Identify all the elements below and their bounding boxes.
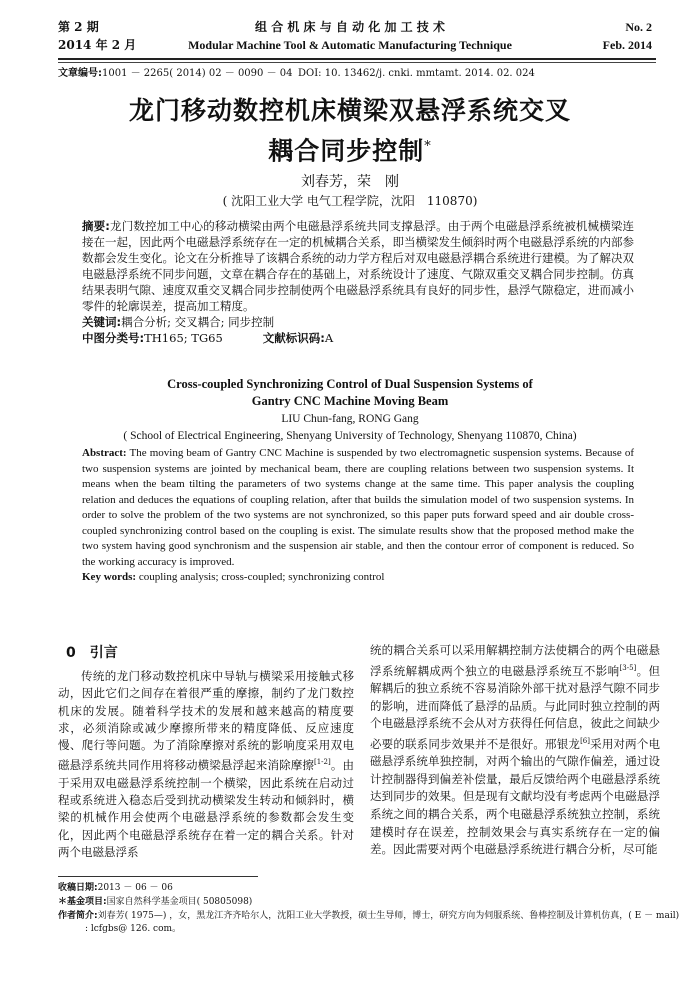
title-zh-line1: 龙门移动数控机床横梁双悬浮系统交叉: [128, 96, 571, 125]
keywords-en-label: Key words:: [82, 571, 137, 583]
title-en-line1: Cross-coupled Synchronizing Control of Dual Suspension Systems of: [167, 377, 533, 391]
issue-date-zh: 2014 年 2 月: [58, 38, 137, 52]
title-en-line2: Gantry CNC Machine Moving Beam: [251, 394, 449, 408]
keywords-en-text: coupling analysis; cross-coupled; synchronizing control: [138, 571, 385, 583]
article-number-value: 1001 － 2265( 2014) 02 － 0090 － 04: [102, 68, 293, 79]
abstract-en-block: [82, 446, 634, 586]
footnote-received: [58, 882, 658, 895]
running-header-left: [58, 18, 136, 54]
article-number: [58, 67, 292, 81]
issue-number-en: No. 2: [625, 20, 652, 34]
citation-ref: [3-5]: [619, 663, 637, 672]
journal-name-en: Modular Machine Tool & Automatic Manufacturing Technique: [188, 38, 512, 52]
section-title: 引言: [89, 645, 118, 661]
clc-label: 中图分类号:: [82, 331, 145, 345]
fund-value: 国家自然科学基金项目( 50805098): [106, 897, 253, 907]
body-right-text-a: 统的耦合关系可以采用解耦控制方法使耦合的两个电磁悬浮系统解耦成两个独立的电磁悬浮系统互不影响: [370, 643, 660, 678]
running-header-right: [603, 18, 652, 54]
header-rule-thick: [58, 58, 656, 60]
citation-ref: [1-2]: [314, 758, 331, 767]
body-column-left: [58, 668, 354, 861]
footnote-fund: [58, 896, 658, 909]
running-header-center: [150, 18, 550, 54]
authors-zh: 刘春芳，荣 刚: [301, 174, 399, 190]
doc-code-label: 文献标识码:: [262, 331, 325, 345]
title-zh-line2-text: 耦合同步控制: [268, 136, 425, 166]
keywords-zh-label: 关键词:: [82, 315, 122, 329]
doc-code-value: A: [324, 331, 334, 345]
issue-date-en: Feb. 2014: [602, 38, 652, 52]
body-column-right: [370, 642, 660, 859]
body-right-text-c: 采用对两个电磁悬浮系统单独控制，对两个输出的气隙作偏差，通过设计控制器得到偏差补偿量，最后反馈给两个电磁悬浮系统达到同步的效果。但是现有文献均没有考虑两个电磁悬浮系统之间的耦合关系，两个电磁悬浮系统独立控制，系统建模时存在误差，控制效果会与真实系统存在一定的偏差。因此需要对两个电磁悬浮系统进行耦合分析，尽可能: [370, 736, 661, 857]
bio-value: 刘春芳( 1975—) ，女，黑龙江齐齐哈尔人，沈阳工业大学教授，硕士生导师，博士，研究方向为伺服系统、鲁棒控制及计算机仿真，( E － mail) : lcfgbs@ 126. com。: [85, 911, 680, 934]
received-value: 2013 － 06 － 06: [97, 883, 173, 893]
issue-number-zh: 第 2 期: [58, 20, 99, 34]
fund-marker: *: [424, 139, 432, 154]
abstract-en-label: Abstract:: [82, 447, 127, 459]
header-rule-thin: [58, 62, 656, 63]
abstract-en: [82, 446, 634, 570]
body-left-text-a: 传统的龙门移动数控机床中导轨与横梁采用接触式移动，因此它们之间存在着很严重的摩擦，制约了龙门数控机床的发展。随着科学技术的发展和越来越高的精度要求，必须消除或减少摩擦所带来的精度降低、反应速度慢、爬行等问题。为了消除摩擦对系统的影响度采用双电磁悬浮系统共同作用将移动横梁悬浮起来消除摩擦: [58, 669, 354, 773]
fund-label: ＊基金项目:: [58, 897, 107, 907]
title-zh-line2: [60, 129, 640, 169]
doi: DOI: 10. 13462/j. cnki. mmtamt. 2014. 02. 024: [298, 68, 535, 79]
authors-en: LIU Chun-fang, RONG Gang: [281, 413, 419, 425]
keywords-zh-text: 耦合分析; 交叉耦合; 同步控制: [121, 315, 275, 329]
section-number: 0: [66, 645, 76, 661]
abstract-zh-block: [82, 218, 634, 346]
abstract-zh-text: 龙门数控加工中心的移动横梁由两个电磁悬浮系统共同支撑悬浮。由于两个电磁悬浮系统被机械横梁连接在一起，因此两个电磁悬浮系统存在一定的机械耦合关系，即当横梁发生倾斜时两个电磁悬浮系统的内部参数都会发生变化。论文在分析推导了该耦合系统的动力学方程后对双电磁悬浮耦合系统进行建模。为了解决双电磁悬浮系统不同步问题，文章在耦合存在的基础上，对系统设计了速度、气隙双重交叉耦合同步控制。仿真结果表明气隙、速度双重交叉耦合同步控制使两个电磁悬浮系统具有良好的同步性，悬浮气隙稳定，进而减小零件的轮廓误差，提高加工精度。: [82, 219, 634, 313]
title-en: [80, 376, 620, 410]
abstract-zh-label: 摘要:: [82, 219, 110, 233]
body-left-text-b: 。由于采用双电磁悬浮系统控制一个横梁，因此系统在启动过程或系统进入稳态后受到扰动横梁发生转动和倾斜时，横梁的机械作用会使两个电磁悬浮系统的参数都会发生变化，因此两个电磁悬浮系统存在着一定的耦合关系。针对两个电磁悬浮系: [58, 758, 355, 859]
received-label: 收稿日期:: [58, 883, 98, 893]
classification-line: [82, 330, 634, 346]
keywords-en: [82, 570, 634, 586]
footnote-rule: [58, 876, 258, 877]
abstract-zh: [82, 218, 634, 314]
keywords-zh: [82, 314, 634, 330]
footnote-bio: [58, 910, 682, 936]
article-number-label: 文章编号:: [58, 68, 102, 79]
clc-value: TH165; TG65: [144, 331, 223, 345]
section-heading: [66, 643, 118, 663]
body-right-text-b: 。但解耦后的独立系统不容易消除外部干扰对悬浮气隙不同步的影响，进而降低了悬浮的品质。与此同时独立控制的两个电磁悬浮系统不会从对方获得任何信息，彼此之间缺少必要的联系同步效果并不是很好。邢银龙: [370, 663, 661, 751]
journal-name-zh: 组 合 机 床 与 自 动 化 加 工 技 术: [255, 20, 445, 34]
abstract-en-text: The moving beam of Gantry CNC Machine is suspended by two electromagnetic suspension systems. Because of two suspension systems are jointed by mechanical beam, there are coupling relations between two suspension systems. It means when the beam tilting the parameters of two systems change at the same time. This paper analysis the coupling relation and deduces the equations of coupling relation, after that builds the simulation model of two suspension systems. In order to solve the problem of the two systems are not synchronized, so this paper puts forward speed and air double cross-coupled synchronizing control based on the coupling is exist. The simulate results show that the proposed method make the two system having good synchronism and the suspension air stable, and then the contour error of component is reduced. So the working accuracy is improved.: [82, 447, 634, 568]
affiliation-en: ( School of Electrical Engineering, Shenyang University of Technology, Shenyang 110870, China): [123, 430, 577, 442]
title-zh: [60, 93, 640, 169]
citation-ref: [6]: [580, 736, 590, 745]
affiliation-zh: ( 沈阳工业大学 电气工程学院，沈阳 110870): [222, 194, 478, 208]
bio-label: 作者简介:: [58, 911, 98, 921]
